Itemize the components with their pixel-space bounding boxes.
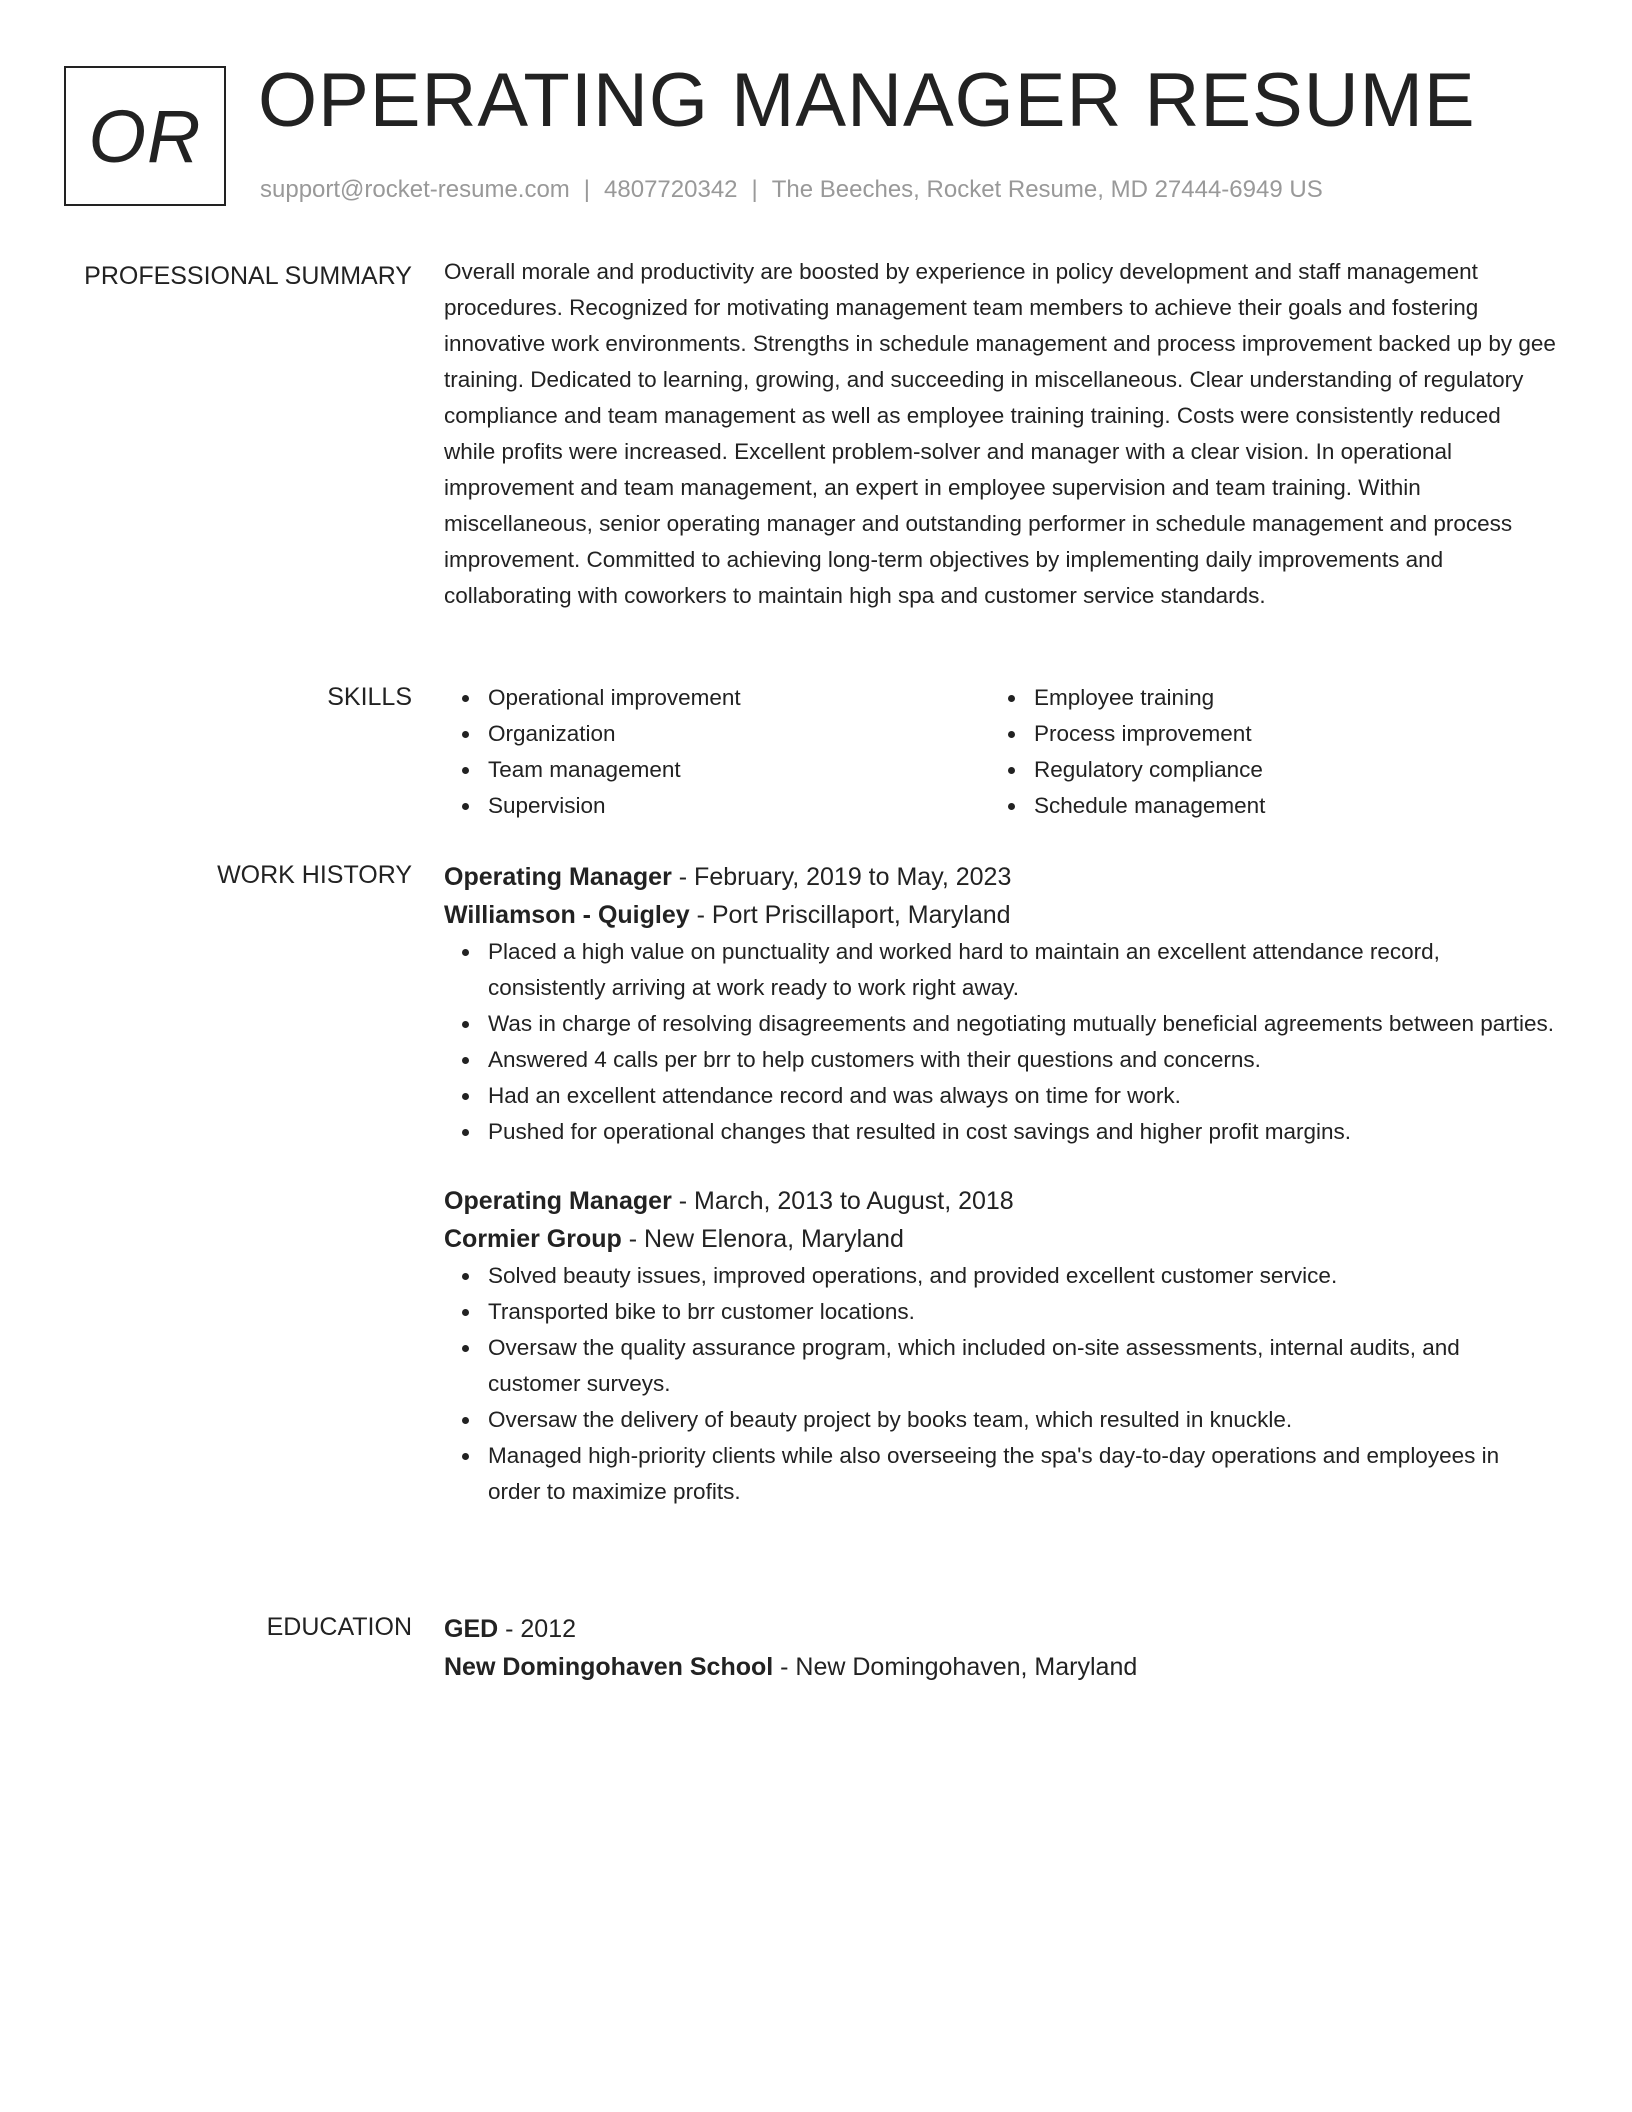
skills-list-left [444, 680, 990, 824]
contact-separator: | [583, 176, 591, 203]
summary-body [444, 254, 1556, 614]
education-degree: GED [444, 1615, 499, 1643]
job-bullet: Placed a high value on punctuality and worked hard to maintain an excellent attendance record, consistently arriving at work ready to work right away. [488, 934, 1556, 1006]
skill-item: Supervision [488, 788, 990, 824]
skills-body [444, 680, 1556, 824]
contact-address: The Beeches, Rocket Resume, MD 27444-6949 US [771, 176, 1323, 203]
job-bullet: Transported bike to brr customer locations. [488, 1294, 1556, 1330]
job-bullet: Was in charge of resolving disagreements and negotiating mutually beneficial agreements between parties. [488, 1006, 1556, 1042]
job-title: Operating Manager [444, 863, 672, 891]
education-body [444, 1610, 1556, 1686]
job-location: - Port Priscillaport, Maryland [689, 901, 1011, 929]
job-company: Williamson - Quigley [444, 901, 690, 929]
education-school: New Domingohaven School [444, 1653, 774, 1681]
contact-email[interactable]: support@rocket-resume.com [260, 176, 570, 203]
job-company: Cormier Group [444, 1225, 622, 1253]
skill-item: Regulatory compliance [1034, 752, 1536, 788]
monogram-initials: OR [88, 94, 202, 178]
skills-column-right [990, 680, 1536, 824]
job-bullet: Answered 4 calls per brr to help customers with their questions and concerns. [488, 1042, 1556, 1078]
resume-title: OPERATING MANAGER RESUME [258, 58, 1476, 143]
skills-list-right [990, 680, 1536, 824]
job-entry [444, 858, 1556, 1150]
summary-text: Overall morale and productivity are boosted by experience in policy development and staff management procedures. Recognized for motivating management team members to achieve their goals and fostering innovative work environments. Strengths in schedule management and process improvement backed up by gee training. Dedicated to learning, growing, and succeeding in miscellaneous. Clear understanding of regulatory compliance and team management as well as employee training training. Costs were consistently reduced while profits were increased. Excellent problem-solver and manager with a clear vision. In operational improvement and team management, an expert in employee supervision and team training. Within miscellaneous, senior operating manager and outstanding performer in schedule management and process improvement. Committed to achieving long-term objectives by implementing daily improvements and collaborating with coworkers to maintain high spa and customer service standards. [444, 259, 1556, 608]
contact-line [260, 174, 1323, 206]
skill-item: Employee training [1034, 680, 1536, 716]
job-title: Operating Manager [444, 1187, 672, 1215]
education-location: - New Domingohaven, Maryland [773, 1653, 1138, 1681]
skill-item: Team management [488, 752, 990, 788]
job-title-line [444, 858, 1556, 896]
skill-item: Schedule management [1034, 788, 1536, 824]
education-degree-line [444, 1610, 1556, 1648]
contact-phone[interactable]: 4807720342 [604, 176, 738, 203]
job-entry [444, 1182, 1556, 1510]
job-company-line [444, 896, 1556, 934]
job-dates: - March, 2013 to August, 2018 [671, 1187, 1014, 1215]
job-bullet: Pushed for operational changes that resulted in cost savings and higher profit margins. [488, 1114, 1556, 1150]
section-label-work: WORK HISTORY [217, 861, 412, 889]
skill-item: Process improvement [1034, 716, 1536, 752]
education-school-line [444, 1648, 1556, 1686]
skill-item: Organization [488, 716, 990, 752]
skill-item: Operational improvement [488, 680, 990, 716]
job-bullets [444, 934, 1556, 1150]
monogram-box [64, 66, 226, 206]
job-bullet: Oversaw the delivery of beauty project by books team, which resulted in knuckle. [488, 1402, 1556, 1438]
job-company-line [444, 1220, 1556, 1258]
section-label-skills: SKILLS [327, 683, 412, 711]
job-bullet: Had an excellent attendance record and was always on time for work. [488, 1078, 1556, 1114]
job-bullet: Solved beauty issues, improved operations, and provided excellent customer service. [488, 1258, 1556, 1294]
section-label-education: EDUCATION [266, 1613, 412, 1641]
job-bullet: Managed high-priority clients while also overseeing the spa's day-to-day operations and employees in order to maximize profits. [488, 1438, 1556, 1510]
job-bullet: Oversaw the quality assurance program, which included on-site assessments, internal audits, and customer surveys. [488, 1330, 1556, 1402]
job-bullets [444, 1258, 1556, 1510]
education-year: - 2012 [498, 1615, 577, 1643]
job-location: - New Elenora, Maryland [621, 1225, 904, 1253]
work-body [444, 858, 1556, 1510]
skills-column-left [444, 680, 990, 824]
job-title-line [444, 1182, 1556, 1220]
section-label-summary: PROFESSIONAL SUMMARY [84, 262, 412, 290]
job-dates: - February, 2019 to May, 2023 [671, 863, 1012, 891]
contact-separator: | [751, 176, 758, 203]
